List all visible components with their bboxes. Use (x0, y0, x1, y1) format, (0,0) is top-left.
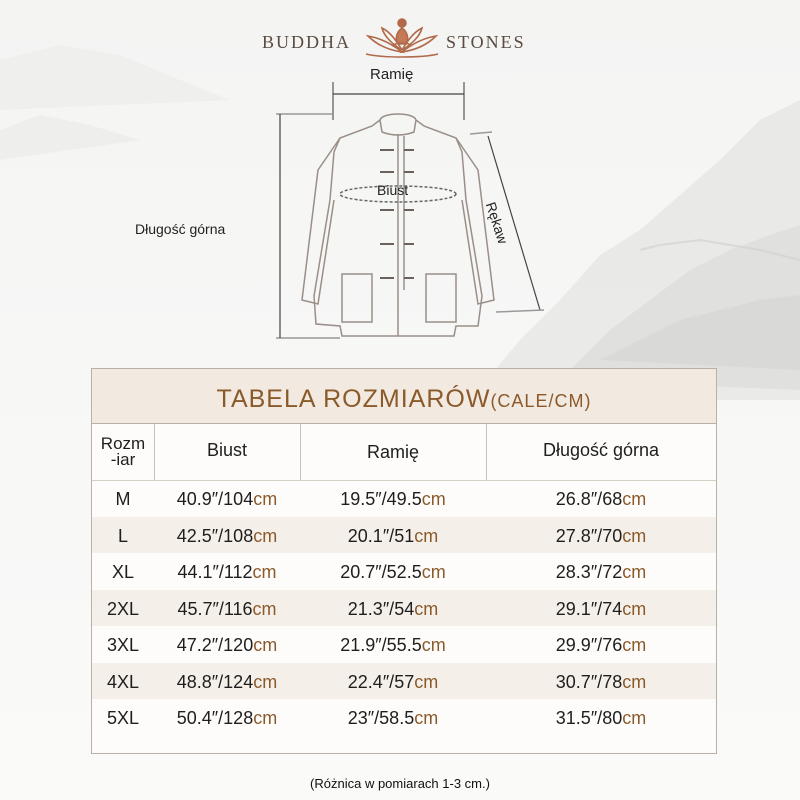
cell-bust-value: 47.2″/120 (176, 635, 254, 655)
cell-bust-value: 45.7″/116 (177, 598, 253, 619)
cell-bust-value: 50.4″/128 (176, 708, 254, 728)
cell-bust-value: 44.1″/112 (177, 562, 253, 582)
cell-unit: cm (622, 671, 647, 692)
table-row (92, 590, 716, 627)
cell-shoulder (300, 553, 486, 590)
cell-size (92, 699, 154, 736)
cell-length-value: 28.3″/72 (555, 562, 623, 582)
cell-unit: cm (253, 708, 278, 728)
table-title-units: (CALE/CM) (490, 391, 592, 411)
lotus-meditation-icon (362, 14, 442, 62)
table-title (92, 369, 716, 424)
cell-length-value: 31.5″/80 (555, 708, 623, 728)
cell-size-value: 4XL (106, 671, 140, 692)
cell-size (92, 480, 154, 517)
cell-length (486, 699, 716, 736)
cell-length (486, 590, 716, 627)
cell-unit: cm (622, 708, 647, 728)
table-row (92, 517, 716, 554)
cell-shoulder (300, 663, 486, 700)
cell-size (92, 553, 154, 590)
cell-size-value: 5XL (106, 708, 140, 728)
shoulder-label: Ramię (370, 66, 414, 83)
cell-unit: cm (414, 708, 439, 728)
cell-shoulder (300, 699, 486, 736)
cell-unit: cm (414, 671, 439, 692)
cell-size-value: M (115, 489, 131, 509)
cell-shoulder-value: 23″/58.5 (347, 708, 415, 728)
cell-length (486, 480, 716, 517)
cell-shoulder-value: 20.1″/51 (347, 525, 415, 546)
cell-unit: cm (622, 598, 647, 619)
cell-shoulder-value: 21.3″/54 (347, 598, 415, 619)
cell-shoulder-value: 19.5″/49.5 (340, 489, 422, 509)
cell-size-value: 2XL (106, 598, 140, 619)
header-size-line2: -iar (110, 450, 136, 469)
header-size-line1: Rozm (100, 434, 146, 453)
cell-shoulder-value: 22.4″/57 (347, 671, 415, 692)
cell-length (486, 517, 716, 554)
header-size (92, 436, 154, 468)
cell-unit: cm (421, 635, 446, 655)
cell-unit: cm (622, 562, 647, 582)
cell-size (92, 517, 154, 554)
cell-length-value: 27.8″/70 (555, 525, 623, 546)
cell-bust (154, 553, 300, 590)
column-divider (486, 424, 487, 480)
table-header-row (92, 424, 716, 481)
table-row (92, 553, 716, 590)
cell-length (486, 553, 716, 590)
cell-unit: cm (253, 671, 278, 692)
brand-name-left: BUDDHA (262, 32, 352, 52)
brand-name-right: STONES (446, 32, 526, 52)
measurement-note: (Różnica w pomiarach 1-3 cm.) (310, 776, 490, 791)
header-length: Długość górna (542, 440, 660, 460)
length-label: Długość górna (135, 221, 226, 237)
cell-unit: cm (414, 525, 439, 546)
size-table (91, 368, 717, 754)
cell-size-value: L (117, 525, 128, 546)
cell-unit: cm (622, 489, 647, 509)
cell-size-value: XL (111, 562, 135, 582)
cell-shoulder (300, 590, 486, 627)
cell-unit: cm (421, 489, 446, 509)
cell-bust (154, 626, 300, 663)
cell-unit: cm (622, 525, 647, 546)
cell-length-value: 26.8″/68 (555, 489, 623, 509)
header-shoulder: Ramię (366, 442, 419, 462)
cell-bust (154, 517, 300, 554)
cell-shoulder (300, 626, 486, 663)
cell-bust-value: 40.9″/104 (176, 489, 254, 509)
table-row (92, 663, 716, 700)
cell-bust (154, 663, 300, 700)
brand-header (0, 14, 800, 64)
sleeve-label: Rękaw (482, 200, 512, 246)
cell-size (92, 663, 154, 700)
cell-bust-value: 48.8″/124 (176, 671, 254, 692)
cell-unit: cm (252, 562, 277, 582)
cell-length-value: 30.7″/78 (555, 671, 623, 692)
jacket-illustration (0, 60, 800, 360)
table-body (92, 480, 716, 736)
cell-shoulder-value: 20.7″/52.5 (340, 562, 422, 582)
cell-shoulder (300, 480, 486, 517)
garment-diagram (0, 60, 800, 360)
cell-length (486, 626, 716, 663)
cell-bust (154, 480, 300, 517)
cell-size (92, 590, 154, 627)
cell-unit: cm (414, 598, 439, 619)
table-title-main: TABELA ROZMIARÓW (216, 385, 491, 413)
cell-unit: cm (253, 525, 278, 546)
cell-unit: cm (421, 562, 446, 582)
column-divider (154, 424, 155, 480)
cell-bust (154, 590, 300, 627)
bust-label: Biust (377, 182, 409, 198)
cell-length-value: 29.9″/76 (555, 635, 623, 655)
cell-bust (154, 699, 300, 736)
cell-shoulder (300, 517, 486, 554)
header-bust: Biust (206, 440, 248, 460)
table-row (92, 480, 716, 517)
cell-length-value: 29.1″/74 (555, 598, 623, 619)
cell-unit: cm (622, 635, 647, 655)
table-row (92, 699, 716, 736)
cell-unit: cm (253, 635, 278, 655)
cell-unit: cm (252, 598, 277, 619)
cell-bust-value: 42.5″/108 (176, 525, 254, 546)
cell-unit: cm (253, 489, 278, 509)
table-row (92, 626, 716, 663)
cell-length (486, 663, 716, 700)
column-divider (300, 424, 301, 480)
cell-size (92, 626, 154, 663)
cell-size-value: 3XL (106, 635, 140, 655)
cell-shoulder-value: 21.9″/55.5 (340, 635, 422, 655)
